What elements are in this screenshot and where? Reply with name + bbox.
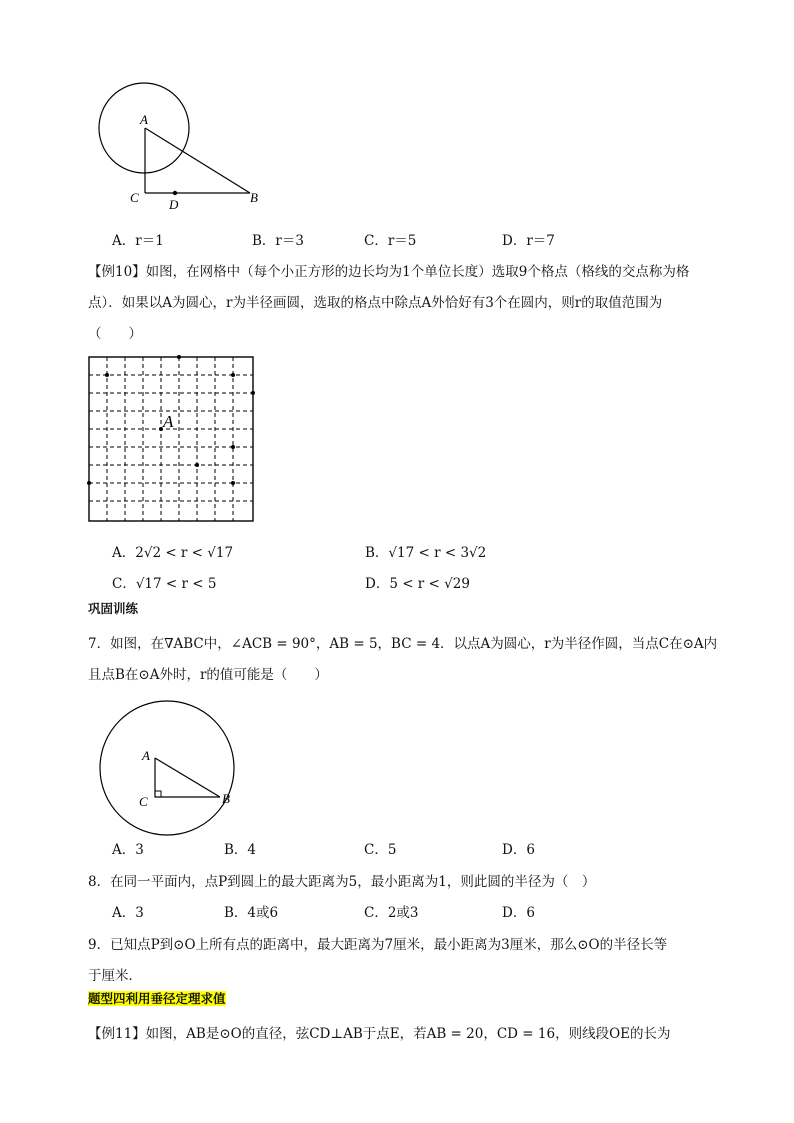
grid-label-a: A bbox=[163, 412, 174, 431]
q8-line1: 8．在同一平面内，点P到圆上的最大距离为5，最小距离为1，则此圆的半径为（ ） bbox=[88, 874, 596, 890]
option-a[interactable]: A．r＝1 bbox=[112, 233, 164, 249]
ex10-option-d[interactable]: D．5 < r < √29 bbox=[365, 576, 470, 592]
figure-q7 bbox=[84, 696, 254, 836]
label-d: D bbox=[169, 197, 179, 212]
option-b[interactable]: B．r＝3 bbox=[252, 233, 304, 249]
grid-lines bbox=[89, 357, 253, 521]
right-angle-mark bbox=[155, 791, 161, 797]
label-b-q7: B bbox=[222, 791, 230, 806]
segment-ab-q7 bbox=[155, 758, 220, 797]
ex10-option-c[interactable]: C．√17 < r < 5 bbox=[112, 576, 217, 592]
q7-option-d[interactable]: D．6 bbox=[502, 842, 535, 858]
q8-option-a[interactable]: A．3 bbox=[112, 905, 144, 921]
figure-grid bbox=[86, 354, 258, 526]
ex10-option-b[interactable]: B．√17 < r < 3√2 bbox=[365, 545, 487, 561]
q8-option-b[interactable]: B．4或6 bbox=[224, 905, 279, 921]
ex11-line1: 【例11】如图，AB是⊙O的直径，弦CD⊥AB于点E，若AB = 20，CD = 16，则线段OE的长为 bbox=[88, 1026, 671, 1042]
label-a-q7: A bbox=[142, 748, 150, 763]
type4-title-text: 题型四利用垂径定理求值 bbox=[88, 991, 226, 1006]
point-d bbox=[173, 191, 177, 195]
ex10-line2: 点）．如果以A为圆心，r为半径画圆，选取的格点中除点A外恰好有3个在圆内，则r的取值范围为 bbox=[88, 295, 663, 311]
ex10-option-a[interactable]: A．2√2 < r < √17 bbox=[112, 545, 234, 561]
option-c[interactable]: C．r＝5 bbox=[364, 233, 417, 249]
q9-line2: 于厘米． bbox=[88, 968, 142, 984]
option-d[interactable]: D．r＝7 bbox=[502, 233, 555, 249]
q7-line2: 且点B在⊙A外时，r的值可能是（ ） bbox=[88, 667, 328, 683]
grid-border bbox=[89, 357, 253, 521]
segment-ab bbox=[145, 128, 250, 193]
label-a: A bbox=[140, 112, 148, 127]
circle-a bbox=[99, 83, 189, 173]
type4-title bbox=[88, 989, 226, 1007]
label-c-q7: C bbox=[139, 794, 148, 809]
label-b: B bbox=[250, 190, 258, 205]
q8-option-c[interactable]: C．2或3 bbox=[364, 905, 419, 921]
figure-circle-triangle bbox=[90, 78, 270, 218]
q7-line1: 7．如图，在∇ABC中，∠ACB = 90°，AB = 5，BC = 4．以点A为圆心，r为半径作圆，当点C在⊙A内 bbox=[88, 636, 718, 652]
ex10-paren: （ ） bbox=[88, 326, 142, 342]
q9-line1: 9．已知点P到⊙O上所有点的距离中，最大距离为7厘米，最小距离为3厘米，那么⊙O的半径长等 bbox=[88, 937, 668, 953]
label-c: C bbox=[130, 190, 139, 205]
q7-option-a[interactable]: A．3 bbox=[112, 842, 144, 858]
section-title: 巩固训练 bbox=[88, 601, 139, 616]
ex10-line1: 【例10】如图，在网格中（每个小正方形的边长均为1个单位长度）选取9个格点（格线的交点称为格 bbox=[88, 264, 690, 280]
q7-option-b[interactable]: B．4 bbox=[224, 842, 257, 858]
circle-a-q7 bbox=[100, 701, 234, 835]
q8-option-d[interactable]: D．6 bbox=[502, 905, 535, 921]
q7-option-c[interactable]: C．5 bbox=[364, 842, 397, 858]
